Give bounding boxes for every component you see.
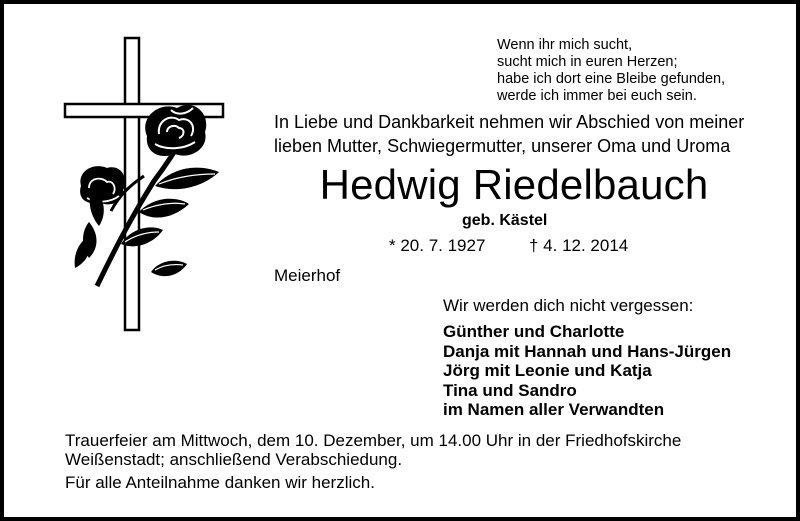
poem-line: habe ich dort eine Bleibe gefunden,	[497, 71, 726, 87]
poem-line: Wenn ihr mich sucht,	[497, 37, 633, 53]
mourner-entry: Günther und Charlotte	[443, 322, 625, 341]
place: Meierhof	[274, 266, 341, 285]
service-info	[65, 431, 785, 469]
mourner-entry: Tina und Sandro	[443, 380, 577, 400]
poem	[497, 37, 787, 105]
service-line: Weißenstadt; anschließend Verabschiedung.	[65, 450, 403, 469]
intro-line: In Liebe und Dankbarkeit nehmen wir Abschied von meiner	[274, 112, 745, 132]
poem-line: werde ich immer bei euch sein.	[497, 88, 697, 104]
thanks-note: Für alle Anteilnahme danken wir herzlich.	[65, 473, 375, 492]
life-dates	[389, 236, 628, 256]
birth-name: geb. Kästel	[462, 212, 548, 229]
death-date: † 4. 12. 2014	[529, 236, 629, 255]
mourner-entry: Danja mit Hannah und Hans-Jürgen	[443, 341, 732, 361]
intro-text	[274, 110, 794, 158]
intro-line: lieben Mutter, Schwiegermutter, unserer Oma und Uroma	[274, 136, 731, 156]
deceased-name: Hedwig Riedelbauch	[319, 161, 709, 208]
birth-date: * 20. 7. 1927	[389, 236, 486, 255]
cross-with-rose-icon	[59, 36, 229, 336]
service-line: Trauerfeier am Mittwoch, dem 10. Dezember, um 14.00 Uhr in der Friedhofskirche	[65, 431, 682, 450]
mourners-list	[443, 322, 731, 420]
mourner-entry: Jörg mit Leonie und Katja	[443, 361, 652, 380]
mourners-heading: Wir werden dich nicht vergessen:	[443, 296, 694, 315]
mourner-entry: im Namen aller Verwandten	[443, 400, 665, 419]
poem-line: sucht mich in euren Herzen;	[497, 54, 678, 70]
